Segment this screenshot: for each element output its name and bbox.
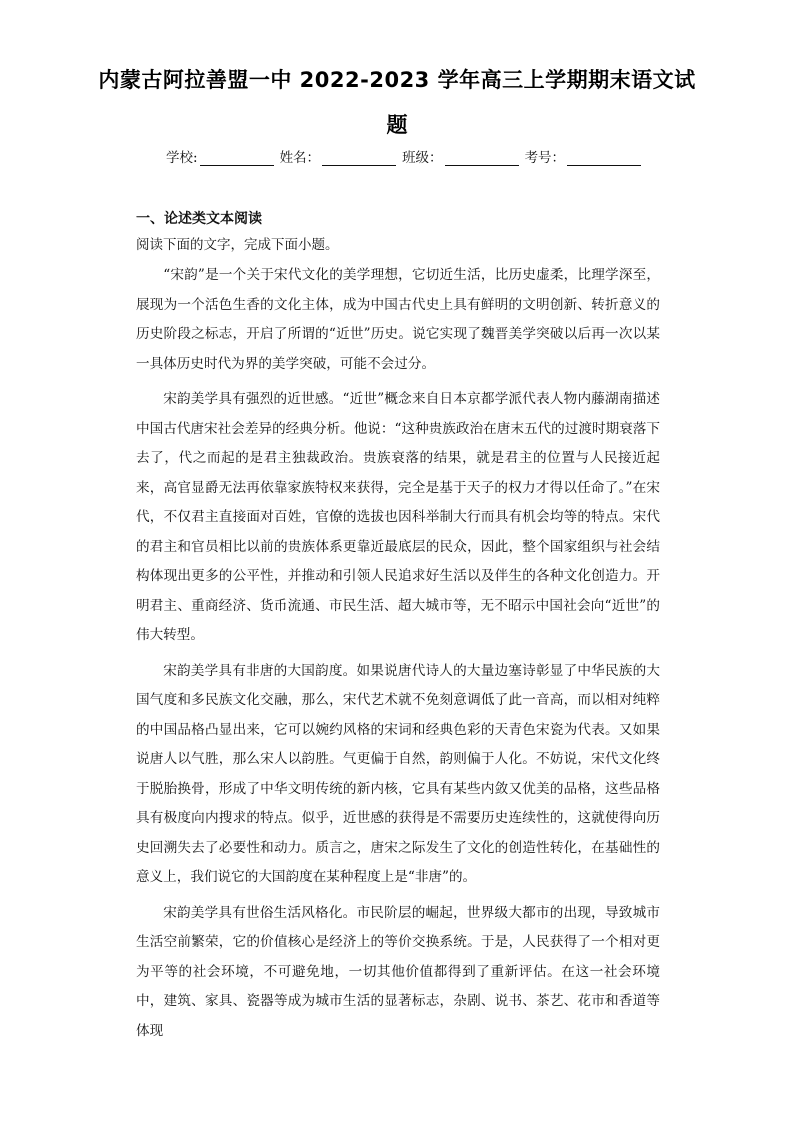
passage-paragraph: 宋韵美学具有强烈的近世感。“近世”概念来自日本京都学派代表人物内藤湖南描述中国古代唐宋社会差异的经典分析。他说：“这种贵族政治在唐末五代的过渡时期衰落下去了，代之而起的是君主独裁政治。贵族衰落的结果，就是君主的位置与人民接近起来，高官显爵无法再依靠家族特权来获得，完全是基于天子的权力才得以任命了。”在宋代，不仅君主直接面对百姓，官僚的选拔也因科举制大行而具有机会均等的特点。宋代的君主和官员相比以前的贵族体系更靠近最底层的民众，因此，整个国家组织与社会结构体现出更多的公平性，并推动和引领人民追求好生活以及伴生的各种文化创造力。开明君主、重商经济、货币流通、市民生活、超大城市等，无不昭示中国社会向“近世”的伟大转型。	[136, 391, 660, 643]
exam-number-label: 考号：	[524, 150, 566, 166]
passage-paragraph: “宋韵”是一个关于宋代文化的美学理想，它切近生活，比历史虚柔，比理学深至，展现为一个活色生香的文化主体，成为中国古代史上具有鲜明的文明创新、转折意义的历史阶段之标志，开启了所谓的“近世”历史。说它实现了魏晋美学突破以后再一次以某一具体历史时代为界的美学突破，可能不会过分。	[136, 267, 660, 372]
class-blank[interactable]	[445, 151, 519, 166]
exam-number-field[interactable]	[525, 146, 642, 166]
exam-title: 内蒙古阿拉善盟一中 2022-2023 学年高三上学期期末语文试	[98, 68, 696, 92]
name-blank[interactable]	[322, 151, 396, 166]
reading-passage	[136, 261, 660, 1052]
exam-number-blank[interactable]	[567, 151, 641, 166]
class-field[interactable]	[402, 146, 519, 166]
passage-paragraph: 宋韵美学具有世俗生活风格化。市民阶层的崛起，世界级大都市的出现，导致城市生活空前繁荣，它的价值核心是经济上的等价交换系统。于是，人民获得了一个相对更为平等的社会环境，不可避免地，一切其他价值都得到了重新评估。在这一社会环境中，建筑、家具、瓷器等成为城市生活的显著标志，杂剧、说书、茶艺、花市和香道等体现	[136, 904, 660, 1039]
name-field[interactable]	[280, 146, 397, 166]
school-blank[interactable]	[200, 151, 274, 166]
section-heading: 一、论述类文本阅读	[136, 211, 262, 227]
school-field[interactable]	[166, 146, 274, 166]
class-label: 班级：	[402, 150, 443, 166]
student-info-row	[166, 146, 647, 166]
name-label: 姓名：	[279, 150, 321, 166]
school-label: 学校:	[166, 150, 198, 166]
exam-title-continued: 题	[386, 113, 408, 137]
passage-paragraph: 宋韵美学具有非唐的大国韵度。如果说唐代诗人的大量边塞诗彰显了中华民族的大国气度和多民族文化交融，那么，宋代艺术就不免刻意调低了此一音高，而以相对纯粹的中国品格凸显出来，它可以婉约风格的宋词和经典色彩的天青色宋瓷为代表。又如果说唐人以气胜，那么宋人以韵胜。气更偏于自然，韵则偏于人化。不妨说，宋代文化终于脱胎换骨，形成了中华文明传统的新内核，它具有某些内敛又优美的品格，这些品格具有极度向内搜求的特点。似乎，近世感的获得是不需要历史连续性的，这就使得向历史回溯失去了必要性和动力。质言之，唐宋之际发生了文化的创造性转化，在基础性的意义上，我们说它的大国韵度在某种程度上是“非唐”的。	[136, 662, 660, 885]
reading-instruction: 阅读下面的文字，完成下面小题。	[136, 237, 339, 253]
